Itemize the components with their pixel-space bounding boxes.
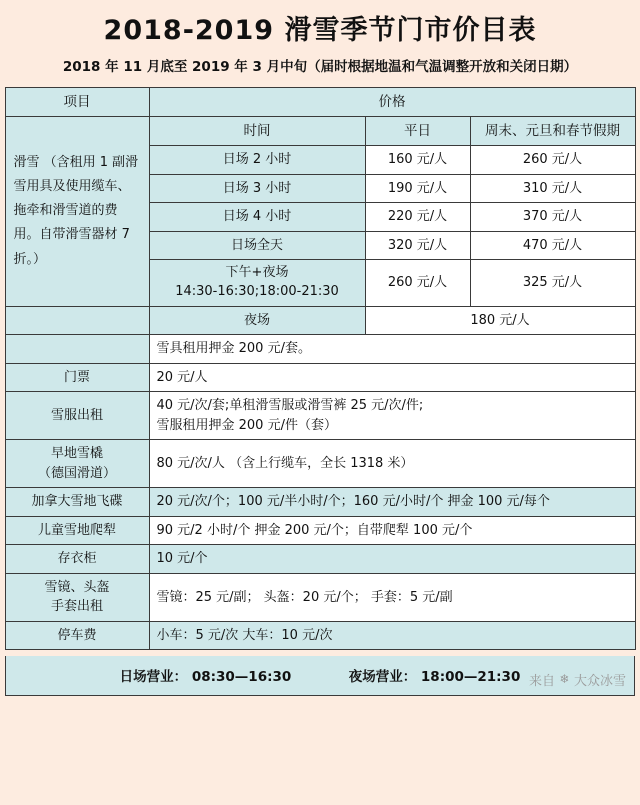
table-row (5, 440, 635, 488)
row-label-suit-rental: 雪服出租 (5, 392, 149, 440)
watermark (529, 670, 626, 689)
row-label-locker: 存衣柜 (5, 545, 149, 574)
row-label-dry-sled-line2: （德国滑道） (37, 465, 116, 481)
page-title: 2018-2019 滑雪季节门市价目表 (103, 15, 537, 46)
deposit-spacer (5, 335, 149, 364)
row-value-kids-sled: 90 元/2 小时/个 押金 200 元/个；自带爬犁 100 元/个 (149, 516, 635, 545)
row-value-snow-tube: 20 元/次/个；100 元/半小时/个；160 元/小时/个 押金 100 元/每个 (149, 488, 635, 517)
snowflake-icon: ❄ (559, 672, 570, 687)
footer-day-hours: 日场营业： 08:30—16:30 (119, 669, 292, 686)
ski-weekend-3: 470 元/人 (470, 231, 635, 260)
ski-time-4-line2: 14:30-16:30;18:00-21:30 (175, 284, 339, 300)
ski-time-4-line1: 下午+夜场 (225, 265, 289, 281)
ski-time-0: 日场 2 小时 (149, 146, 365, 175)
table-row (5, 545, 635, 574)
footer-night-hours: 夜场营业： 18:00—21:30 (348, 669, 521, 686)
watermark-prefix: 来自 (528, 674, 555, 690)
ski-weekday-0: 160 元/人 (365, 146, 470, 175)
row-label-dry-sled-line1: 早地雪橇 (50, 446, 103, 462)
page-subtitle: 2018 年 11 月底至 2019 年 3 月中旬（届时根据地温和气温调整开放和关闭日期） (62, 58, 578, 75)
night-time: 夜场 (149, 306, 365, 335)
row-label-kids-sled: 儿童雪地爬犁 (5, 516, 149, 545)
page-header (0, 0, 640, 81)
col-header-price: 价格 (149, 87, 635, 116)
row-label-ski: 滑雪 （含租用 1 副滑雪用具及使用缆车、拖牵和滑雪道的费用。自带滑雪器材 7 折。） (5, 117, 149, 307)
night-price: 180 元/人 (365, 306, 635, 335)
row-label-parking: 停车费 (5, 621, 149, 650)
row-value-goggles-helmet-gloves: 雪镜：25 元/副； 头盔：20 元/个； 手套：5 元/副 (149, 573, 635, 621)
table-subheader-row (5, 117, 635, 146)
night-spacer (5, 306, 149, 335)
row-value-locker: 10 元/个 (149, 545, 635, 574)
table-row (5, 516, 635, 545)
ski-time-4 (149, 260, 365, 307)
ski-weekday-2: 220 元/人 (365, 203, 470, 232)
ski-weekend-1: 310 元/人 (470, 174, 635, 203)
table-row (5, 363, 635, 392)
row-value-suit-rental-line2: 雪服租用押金 200 元/件（套） (156, 417, 337, 433)
subheader-weekday: 平日 (365, 117, 470, 146)
table-row (5, 621, 635, 650)
row-label-goggles-line1: 雪镜、头盔 (44, 579, 110, 595)
table-row (5, 392, 635, 440)
ski-weekend-0: 260 元/人 (470, 146, 635, 175)
row-label-goggles-helmet-gloves (5, 573, 149, 621)
subheader-weekend: 周末、元旦和春节假期 (470, 117, 635, 146)
deposit-note: 雪具租用押金 200 元/套。 (149, 335, 635, 364)
table-row (5, 573, 635, 621)
table-row-night (5, 306, 635, 335)
ski-time-3: 日场全天 (149, 231, 365, 260)
row-value-suit-rental-line1: 40 元/次/套;单租滑雪服或滑雪裤 25 元/次/件; (156, 398, 424, 414)
row-value-dry-sled: 80 元/次/人 （含上行缆车，全长 1318 米） (149, 440, 635, 488)
subheader-time: 时间 (149, 117, 365, 146)
ski-weekend-4: 325 元/人 (470, 260, 635, 307)
watermark-text: 大众冰雪 (573, 674, 626, 690)
ski-weekday-3: 320 元/人 (365, 231, 470, 260)
ski-time-2: 日场 4 小时 (149, 203, 365, 232)
row-label-snow-tube: 加拿大雪地飞碟 (5, 488, 149, 517)
table-row (5, 488, 635, 517)
footer-hours (5, 656, 635, 696)
row-value-suit-rental (149, 392, 635, 440)
row-label-goggles-line2: 手套出租 (50, 599, 103, 615)
row-value-parking: 小车：5 元/次 大车：10 元/次 (149, 621, 635, 650)
price-table (5, 87, 636, 651)
row-label-dry-sled (5, 440, 149, 488)
table-header-row (5, 87, 635, 116)
ski-time-1: 日场 3 小时 (149, 174, 365, 203)
row-value-ticket: 20 元/人 (149, 363, 635, 392)
ski-weekday-4: 260 元/人 (365, 260, 470, 307)
ski-weekend-2: 370 元/人 (470, 203, 635, 232)
row-label-ticket: 门票 (5, 363, 149, 392)
table-row-deposit (5, 335, 635, 364)
col-header-item: 项目 (5, 87, 149, 116)
ski-weekday-1: 190 元/人 (365, 174, 470, 203)
